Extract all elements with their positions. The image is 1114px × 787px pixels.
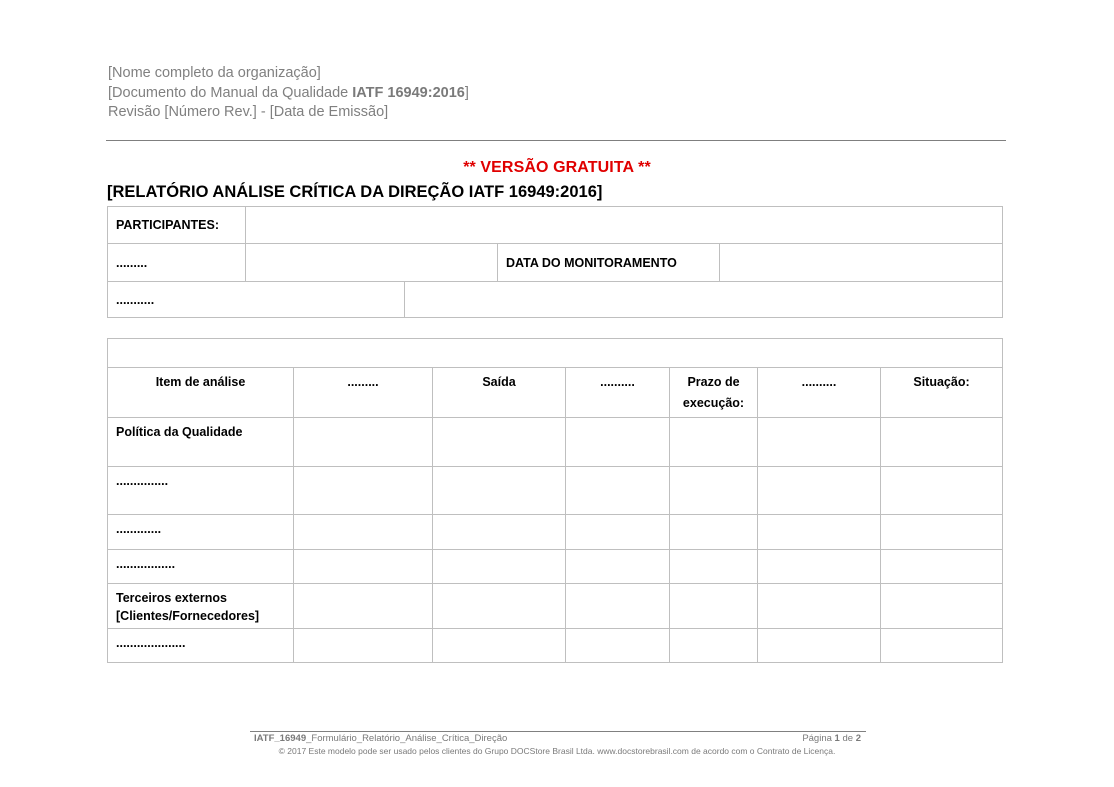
table-cell[interactable] [669, 466, 758, 515]
row-item-cell: .................... [107, 628, 294, 663]
watermark-text: ** VERSÃO GRATUITA ** [463, 159, 651, 176]
row-item-cell: ............. [107, 514, 294, 550]
table-cell[interactable] [293, 628, 433, 663]
table-cell[interactable] [669, 549, 758, 584]
table-cell[interactable] [757, 466, 881, 515]
column-header-output: Saída [432, 367, 566, 418]
table-cell[interactable] [565, 514, 670, 550]
row-item-cell: Terceiros externos [Clientes/Fornecedores] [107, 583, 294, 629]
table-cell[interactable] [432, 514, 566, 550]
table-cell[interactable] [565, 466, 670, 515]
table-cell[interactable] [565, 417, 670, 467]
table-cell[interactable] [880, 583, 1003, 629]
table-cell[interactable] [880, 549, 1003, 584]
table-cell[interactable] [880, 466, 1003, 515]
document-reference [108, 83, 469, 103]
column-header-6: .......... [757, 367, 881, 418]
free-version-watermark [0, 159, 1114, 177]
row-item-cell: Política da Qualidade [107, 417, 294, 467]
document-standard: IATF 16949:2016 [352, 85, 465, 101]
footer-copyright: © 2017 Este modelo pode ser usado pelos clientes do Grupo DOCStore Brasil Ltda. www.docstorebrasil.com de acordo com o Contrato de Licença. [278, 746, 836, 756]
column-header-status: Situação: [880, 367, 1003, 418]
monitoring-date-input[interactable] [719, 243, 1003, 282]
report-title: [RELATÓRIO ANÁLISE CRÍTICA DA DIREÇÃO IATF 16949:2016] [107, 183, 603, 201]
table-cell[interactable] [669, 417, 758, 467]
row2-label-cell [107, 243, 246, 282]
column-header-item: Item de análise [107, 367, 294, 418]
table-cell[interactable] [757, 417, 881, 467]
participants-input[interactable] [245, 206, 1003, 244]
table-cell[interactable] [880, 514, 1003, 550]
header-divider [106, 140, 1006, 141]
row2-input[interactable] [245, 243, 498, 282]
revision-info: Revisão [Número Rev.] - [Data de Emissão] [108, 104, 389, 120]
table-cell[interactable] [757, 514, 881, 550]
table-cell[interactable] [432, 583, 566, 629]
table-cell[interactable] [432, 628, 566, 663]
document-suffix: ] [464, 85, 469, 101]
column-header-2: ......... [293, 367, 433, 418]
table-cell[interactable] [432, 549, 566, 584]
table-cell[interactable] [432, 466, 566, 515]
table-cell[interactable] [293, 514, 433, 550]
table-cell[interactable] [293, 583, 433, 629]
document-prefix: [Documento do Manual da Qualidade [108, 85, 353, 101]
organization-name: [Nome completo da organização] [108, 65, 321, 81]
monitoring-date-label-cell [497, 243, 720, 282]
footer-divider [250, 731, 866, 732]
column-header-4: .......... [565, 367, 670, 418]
footer-page-number: Página 1 de 2 [802, 733, 861, 744]
table-cell[interactable] [565, 549, 670, 584]
table-cell[interactable] [293, 417, 433, 467]
table-cell[interactable] [669, 514, 758, 550]
column-header-deadline: Prazo de execução: [669, 367, 758, 418]
table-cell[interactable] [757, 549, 881, 584]
table-cell[interactable] [565, 628, 670, 663]
table-cell[interactable] [757, 628, 881, 663]
row-item-cell: ............... [107, 466, 294, 515]
table-cell[interactable] [669, 628, 758, 663]
row3-input[interactable] [404, 281, 1003, 318]
table-cell[interactable] [293, 549, 433, 584]
row-item-cell: ................. [107, 549, 294, 584]
row2-label: ......... [116, 255, 148, 270]
table-cell[interactable] [565, 583, 670, 629]
row3-label-cell [107, 281, 405, 318]
table-cell[interactable] [880, 628, 1003, 663]
table-cell[interactable] [432, 417, 566, 467]
participants-label-cell [107, 206, 246, 244]
table-cell[interactable] [880, 417, 1003, 467]
participants-label: PARTICIPANTES: [116, 218, 220, 232]
table-cell[interactable] [757, 583, 881, 629]
table-cell[interactable] [293, 466, 433, 515]
monitoring-date-label: DATA DO MONITORAMENTO [506, 255, 677, 270]
row3-label: ........... [116, 292, 155, 307]
footer-document-name: IATF_16949_Formulário_Relatório_Análise_Crítica_Direção [254, 733, 508, 744]
analysis-table-caption[interactable] [107, 338, 1003, 368]
table-cell[interactable] [669, 583, 758, 629]
